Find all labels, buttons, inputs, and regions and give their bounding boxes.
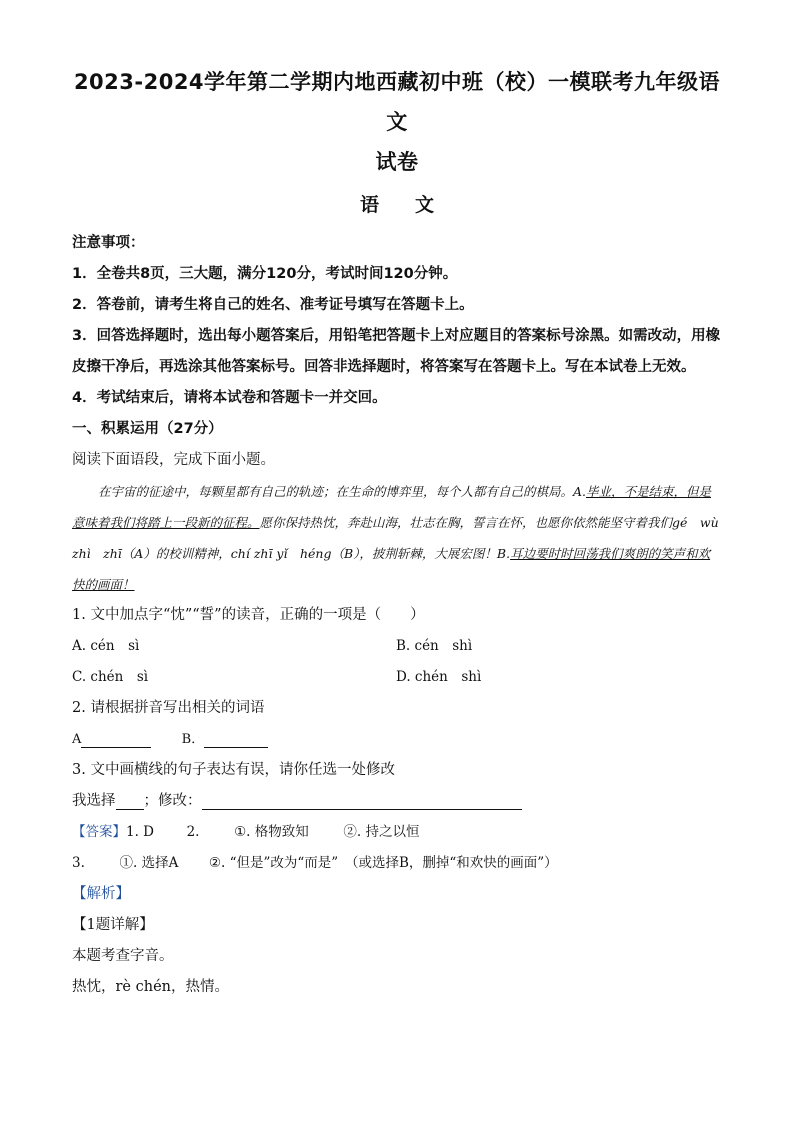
- underlined-sentence-b: 耳边要时时回荡我们爽朗的笑声和欢快的画面！: [72, 546, 711, 592]
- answer-q1: 1. D: [126, 824, 154, 840]
- answer-q3-b: ②. “但是”改为“而是” （或选择B，删掉“和欢快的画面”）: [208, 855, 558, 871]
- blank-a[interactable]: [81, 731, 151, 748]
- answer-q2-a: ①. 格物致知: [234, 824, 309, 840]
- answer-q3-number: 3.: [72, 855, 85, 871]
- answer-line-1: [72, 817, 722, 848]
- question-2-stem: 2. 请根据拼音写出相关的词语: [72, 700, 265, 716]
- answer-q3-a: ①. 选择A: [119, 855, 179, 871]
- subject-heading: [72, 182, 722, 228]
- question-1-options-row1: [72, 631, 722, 662]
- answer-line-2: [72, 848, 722, 879]
- passage-text-1: 在宇宙的征途中，每颗星都有自己的轨迹；在生命的博弈里，每个人都有自己的棋局。A.: [98, 484, 587, 499]
- choose-blank[interactable]: [116, 793, 144, 810]
- question-2-blanks: [72, 724, 722, 755]
- option-c: C. chén sì: [72, 669, 149, 685]
- analysis-subheading: 【1题详解】: [72, 917, 154, 933]
- modify-label: ；修改：: [143, 793, 202, 809]
- option-d: D. chén shì: [396, 669, 482, 685]
- question-3-blanks: [72, 786, 722, 817]
- option-a: A. cén sì: [72, 638, 140, 654]
- underlined-sentence-a: 毕业，不是结束，但是意味着我们将踏上一段新的征程。: [72, 484, 712, 530]
- question-1-stem: 1. 文中加点字“忱”“誓”的读音，正确的一项是（ ）: [72, 607, 425, 623]
- notice-item-4: 4．考试结束后，请将本试卷和答题卡一并交回。: [72, 390, 387, 406]
- analysis-line-2: 热忱，rè chén，热情。: [72, 979, 230, 995]
- notice-heading: 注意事项：: [72, 235, 145, 251]
- blank-b[interactable]: [204, 731, 268, 748]
- passage-text-2: 愿你保持热忱，奔赴山海，壮志在胸，誓言在怀，也愿你依然能坚守着我们gé wù zhì zhī（A）的校训精神，chí zhī yǐ héng（B），披荆斩棘，大展宏图！B.: [72, 515, 732, 561]
- blank-a-label: A: [72, 732, 82, 747]
- exam-title-line1: 2023-2024学年第二学期内地西藏初中班（校）一模联考九年级语文: [73, 70, 721, 134]
- blank-b-label: B．: [181, 732, 205, 747]
- reading-instruction: 阅读下面语段，完成下面小题。: [72, 452, 275, 468]
- choose-label: 我选择: [72, 793, 116, 809]
- answer-q2-number: 2.: [186, 824, 200, 840]
- notice-item-2: 2．答卷前，请考生将自己的姓名、准考证号填写在答题卡上。: [72, 297, 474, 313]
- answer-tag: 【答案】: [72, 824, 126, 840]
- modify-blank[interactable]: [202, 793, 522, 810]
- question-1-options-row2: [72, 662, 722, 693]
- notice-item-1: 1．全卷共8页，三大题，满分120分，考试时间120分钟。: [72, 266, 458, 282]
- exam-page: [72, 62, 732, 1003]
- notice-item-3: 3．回答选择题时，选出每小题答案后，用铅笔把答题卡上对应题目的答案标号涂黑。如需改动，用橡皮擦干净后，再选涂其他答案标号。回答非选择题时，将答案写在答题卡上。写在本试卷上无效。: [72, 328, 721, 375]
- reading-passage: [72, 476, 732, 600]
- analysis-line-1: 本题考查字音。: [72, 948, 174, 964]
- analysis-tag: 【解析】: [72, 886, 130, 902]
- section-heading: 一、积累运用（27分）: [72, 421, 223, 437]
- answer-q2-b: ②. 持之以恒: [343, 824, 420, 840]
- exam-title-line2: 试卷: [375, 150, 419, 174]
- option-b: B. cén shì: [396, 638, 473, 654]
- subject-char-2: 文: [415, 194, 435, 216]
- subject-char-1: 语: [359, 194, 379, 216]
- question-3-stem: 3. 文中画横线的句子表达有误，请你任选一处修改: [72, 762, 395, 778]
